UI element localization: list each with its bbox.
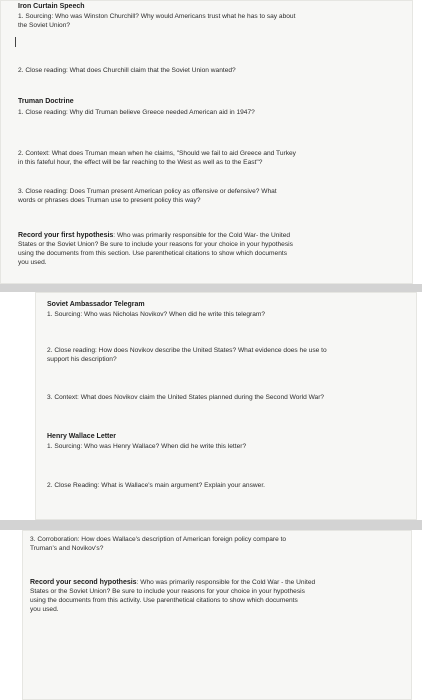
section-title-iron-curtain: Iron Curtain Speech bbox=[18, 3, 85, 10]
photo-gap bbox=[0, 520, 422, 530]
first-hypothesis-text: : Who was primarily responsible for the Cold War- the United States or the Soviet Union? Be sure to include your reasons for your choice in your hypothesis using the documents from this section. Use parenthetical citations to show which documents you used. bbox=[18, 232, 293, 266]
question-novikov-close-reading: 2. Close reading: How does Novikov describe the United States? What evidence does he use to support his description? bbox=[47, 347, 327, 363]
question-truman-policy: 3. Close reading: Does Truman present American policy as offensive or defensive? What words or phrases does Truman use to present policy this way? bbox=[18, 188, 277, 204]
question-truman-context: 2. Context: What does Truman mean when he claims, "Should we fail to aid Greece and Turkey in this fateful hour, the effect will be far reaching to the West as well as to the East"? bbox=[18, 150, 296, 166]
first-hypothesis bbox=[18, 231, 293, 267]
question-wallace-sourcing: 1. Sourcing: Who was Henry Wallace? When did he write this letter? bbox=[47, 443, 247, 450]
worksheet-photo-3 bbox=[22, 530, 412, 700]
question-novikov-context: 3. Context: What does Novikov claim the United States planned during the Second World War? bbox=[47, 394, 325, 401]
question-wallace-corroboration: 3. Corroboration: How does Wallace's description of American foreign policy compare to Truman's and Novikov's? bbox=[30, 536, 287, 552]
question-wallace-close-reading: 2. Close Reading: What is Wallace's main argument? Explain your answer. bbox=[47, 482, 265, 489]
second-hypothesis-label: Record your second hypothesis bbox=[30, 579, 137, 586]
question-churchill-close-reading: 2. Close reading: What does Churchill claim that the Soviet Union wanted? bbox=[18, 67, 236, 74]
text-cursor bbox=[15, 37, 16, 47]
photo-gap bbox=[0, 284, 422, 292]
section-title-soviet-telegram: Soviet Ambassador Telegram bbox=[47, 301, 145, 308]
first-hypothesis-label: Record your first hypothesis bbox=[18, 232, 114, 239]
section-title-wallace-letter: Henry Wallace Letter bbox=[47, 433, 116, 440]
second-hypothesis-text: : Who was primarily responsible for the Cold War - the United States or the Soviet Union? Be sure to include your reasons for your choice in your hypothesis using the documents from this activity. Use parenthetical citations to show which documents you used. bbox=[30, 579, 316, 613]
section-title-truman-doctrine: Truman Doctrine bbox=[18, 98, 74, 105]
second-hypothesis bbox=[30, 578, 315, 614]
question-churchill-sourcing: 1. Sourcing: Who was Winston Churchill? Why would Americans trust what he has to say about the Soviet Union? bbox=[18, 13, 296, 29]
question-truman-close-reading: 1. Close reading: Why did Truman believe Greece needed American aid in 1947? bbox=[18, 109, 255, 116]
question-novikov-sourcing: 1. Sourcing: Who was Nicholas Novikov? When did he write this telegram? bbox=[47, 311, 266, 318]
